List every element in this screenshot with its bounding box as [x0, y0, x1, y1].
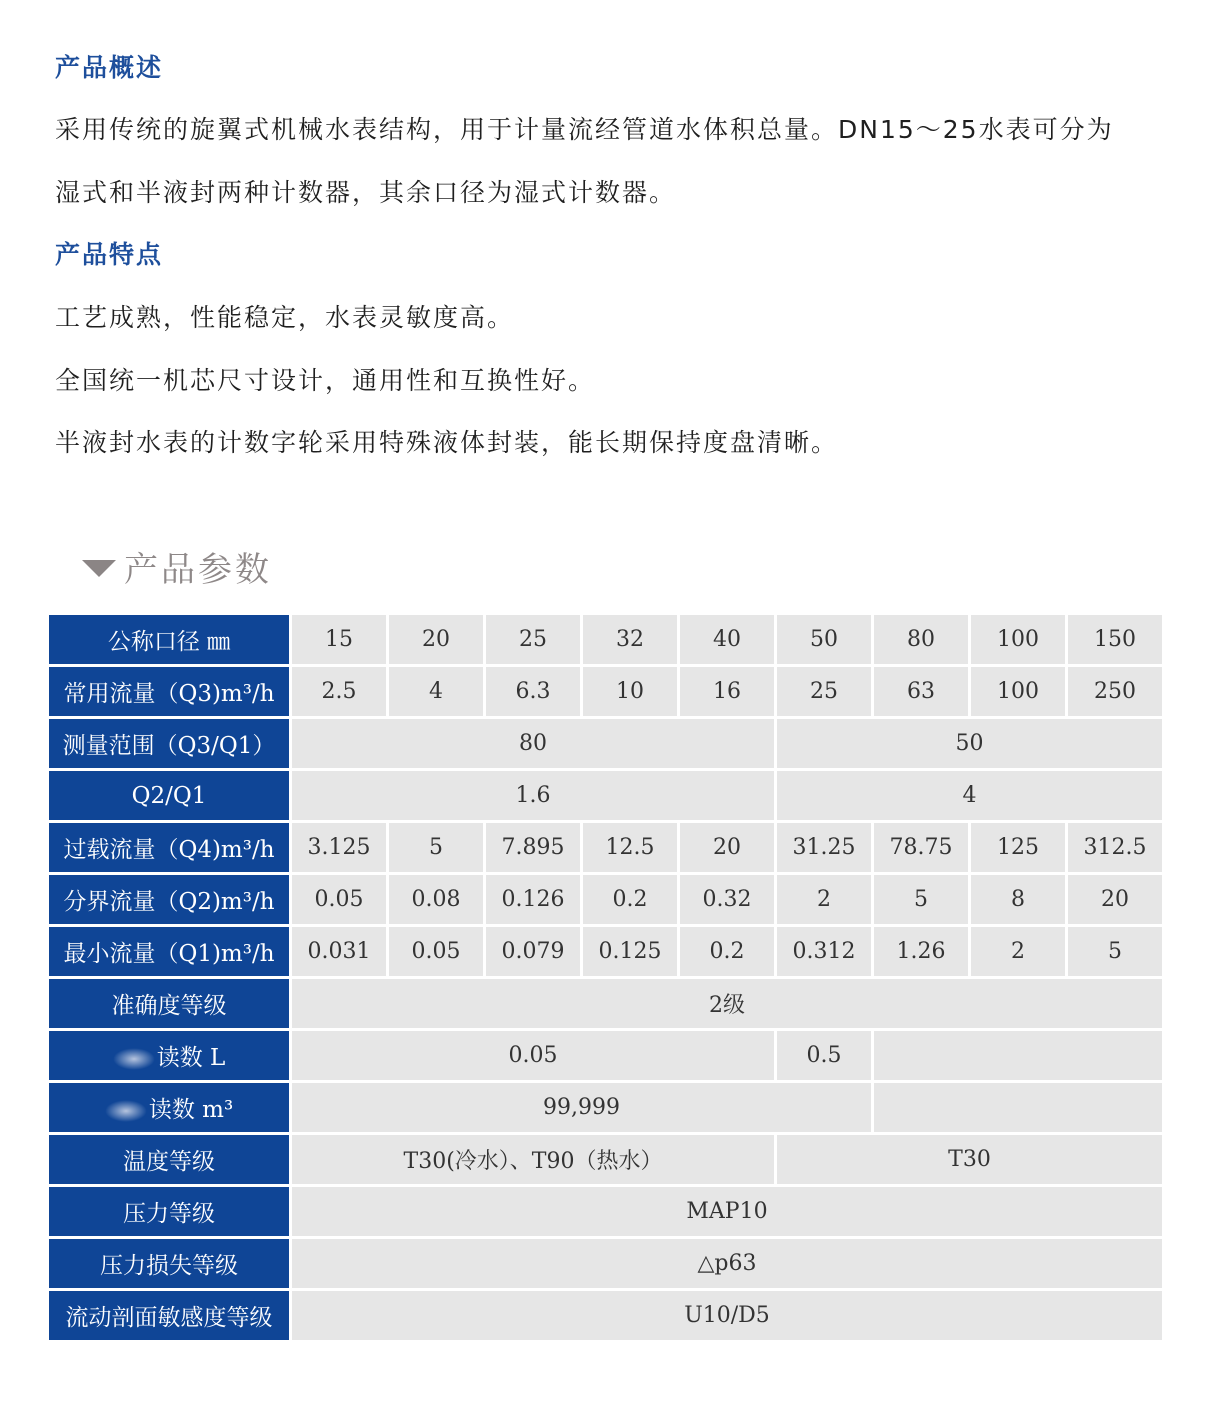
row-label — [49, 1031, 289, 1080]
blurred-text — [105, 1100, 147, 1122]
table-cell: 0.2 — [583, 875, 677, 924]
overview-line-2: 湿式和半液封两种计数器，其余口径为湿式计数器。 — [55, 178, 677, 207]
table-cell: 15 — [292, 615, 386, 664]
overview-heading: 产品概述 — [55, 53, 164, 82]
table-row — [49, 979, 1162, 1028]
table-cell: 50 — [777, 615, 871, 664]
row-label-text: 读数 L — [156, 1045, 226, 1071]
table-cell: 25 — [777, 667, 871, 716]
table-cell: 250 — [1068, 667, 1162, 716]
spec-table — [46, 612, 1165, 1343]
table-cell: 78.75 — [874, 823, 968, 872]
row-label: 温度等级 — [49, 1135, 289, 1184]
row-label: 常用流量（Q3)m³/h — [49, 667, 289, 716]
table-cell: 8 — [971, 875, 1065, 924]
row-label: 分界流量（Q2)m³/h — [49, 875, 289, 924]
table-row — [49, 875, 1162, 924]
table-cell: 6.3 — [486, 667, 580, 716]
table-cell: 31.25 — [777, 823, 871, 872]
params-title-text: 产品参数 — [124, 549, 272, 590]
overview-line-1: 采用传统的旋翼式机械水表结构，用于计量流经管道水体积总量。DN15～25水表可分为 — [55, 115, 1114, 144]
table-cell: 5 — [874, 875, 968, 924]
table-cell: 5 — [389, 823, 483, 872]
params-title — [82, 544, 272, 588]
table-cell — [874, 1031, 1162, 1080]
table-cell: 3.125 — [292, 823, 386, 872]
row-label: 压力损失等级 — [49, 1239, 289, 1288]
table-row — [49, 1135, 1162, 1184]
table-cell: 0.08 — [389, 875, 483, 924]
table-cell: 5 — [1068, 927, 1162, 976]
table-cell: 1.26 — [874, 927, 968, 976]
table-cell: 1.6 — [292, 771, 774, 820]
table-cell: 100 — [971, 615, 1065, 664]
row-label: 准确度等级 — [49, 979, 289, 1028]
table-cell: 50 — [777, 719, 1162, 768]
table-cell: 7.895 — [486, 823, 580, 872]
row-label: 流动剖面敏感度等级 — [49, 1291, 289, 1340]
blurred-text — [113, 1048, 155, 1070]
table-row — [49, 1031, 1162, 1080]
table-cell: 12.5 — [583, 823, 677, 872]
row-label — [49, 1083, 289, 1132]
row-label: 最小流量（Q1)m³/h — [49, 927, 289, 976]
table-cell: 0.125 — [583, 927, 677, 976]
table-cell: 2 — [777, 875, 871, 924]
table-row — [49, 1083, 1162, 1132]
table-cell: 80 — [874, 615, 968, 664]
table-cell: 80 — [292, 719, 774, 768]
table-row — [49, 1291, 1162, 1340]
table-cell: 0.2 — [680, 927, 774, 976]
row-label: 测量范围（Q3/Q1） — [49, 719, 289, 768]
table-cell: 40 — [680, 615, 774, 664]
table-cell: 4 — [389, 667, 483, 716]
table-cell: 20 — [680, 823, 774, 872]
row-label: 压力等级 — [49, 1187, 289, 1236]
table-cell: 20 — [389, 615, 483, 664]
table-cell: 125 — [971, 823, 1065, 872]
features-heading: 产品特点 — [55, 240, 164, 269]
table-cell: 150 — [1068, 615, 1162, 664]
table-row — [49, 667, 1162, 716]
table-cell: 2 — [971, 927, 1065, 976]
table-cell: 0.05 — [292, 875, 386, 924]
table-cell: 32 — [583, 615, 677, 664]
table-cell: 0.079 — [486, 927, 580, 976]
table-row — [49, 719, 1162, 768]
table-cell: 20 — [1068, 875, 1162, 924]
table-cell: 4 — [777, 771, 1162, 820]
table-cell: 0.312 — [777, 927, 871, 976]
table-cell: MAP10 — [292, 1187, 1162, 1236]
table-cell: 0.05 — [389, 927, 483, 976]
table-cell — [874, 1083, 1162, 1132]
table-cell: 10 — [583, 667, 677, 716]
table-cell: 16 — [680, 667, 774, 716]
table-cell: 0.126 — [486, 875, 580, 924]
table-cell: 2.5 — [292, 667, 386, 716]
table-cell: 0.32 — [680, 875, 774, 924]
table-cell: 0.031 — [292, 927, 386, 976]
table-cell: 99,999 — [292, 1083, 871, 1132]
feature-item: 全国统一机芯尺寸设计，通用性和互换性好。 — [55, 366, 596, 395]
table-cell: T30(冷水）、T90（热水） — [292, 1135, 774, 1184]
table-cell: 0.05 — [292, 1031, 774, 1080]
row-label: 公称口径 ㎜ — [49, 615, 289, 664]
table-cell: 25 — [486, 615, 580, 664]
table-row — [49, 823, 1162, 872]
table-cell: 312.5 — [1068, 823, 1162, 872]
table-cell: △p63 — [292, 1239, 1162, 1288]
table-cell: 0.5 — [777, 1031, 871, 1080]
table-row — [49, 927, 1162, 976]
table-cell: 2级 — [292, 979, 1162, 1028]
table-row — [49, 1187, 1162, 1236]
table-cell: T30 — [777, 1135, 1162, 1184]
table-row — [49, 1239, 1162, 1288]
row-label-text: 读数 m³ — [148, 1097, 234, 1123]
row-label: Q2/Q1 — [49, 771, 289, 820]
table-row — [49, 615, 1162, 664]
row-label: 过载流量（Q4)m³/h — [49, 823, 289, 872]
feature-item: 半液封水表的计数字轮采用特殊液体封装，能长期保持度盘清晰。 — [55, 428, 839, 457]
table-cell: 100 — [971, 667, 1065, 716]
table-row — [49, 771, 1162, 820]
table-cell: U10/D5 — [292, 1291, 1162, 1340]
table-cell: 63 — [874, 667, 968, 716]
triangle-down-icon — [82, 560, 116, 577]
feature-item: 工艺成熟，性能稳定，水表灵敏度高。 — [55, 303, 515, 332]
